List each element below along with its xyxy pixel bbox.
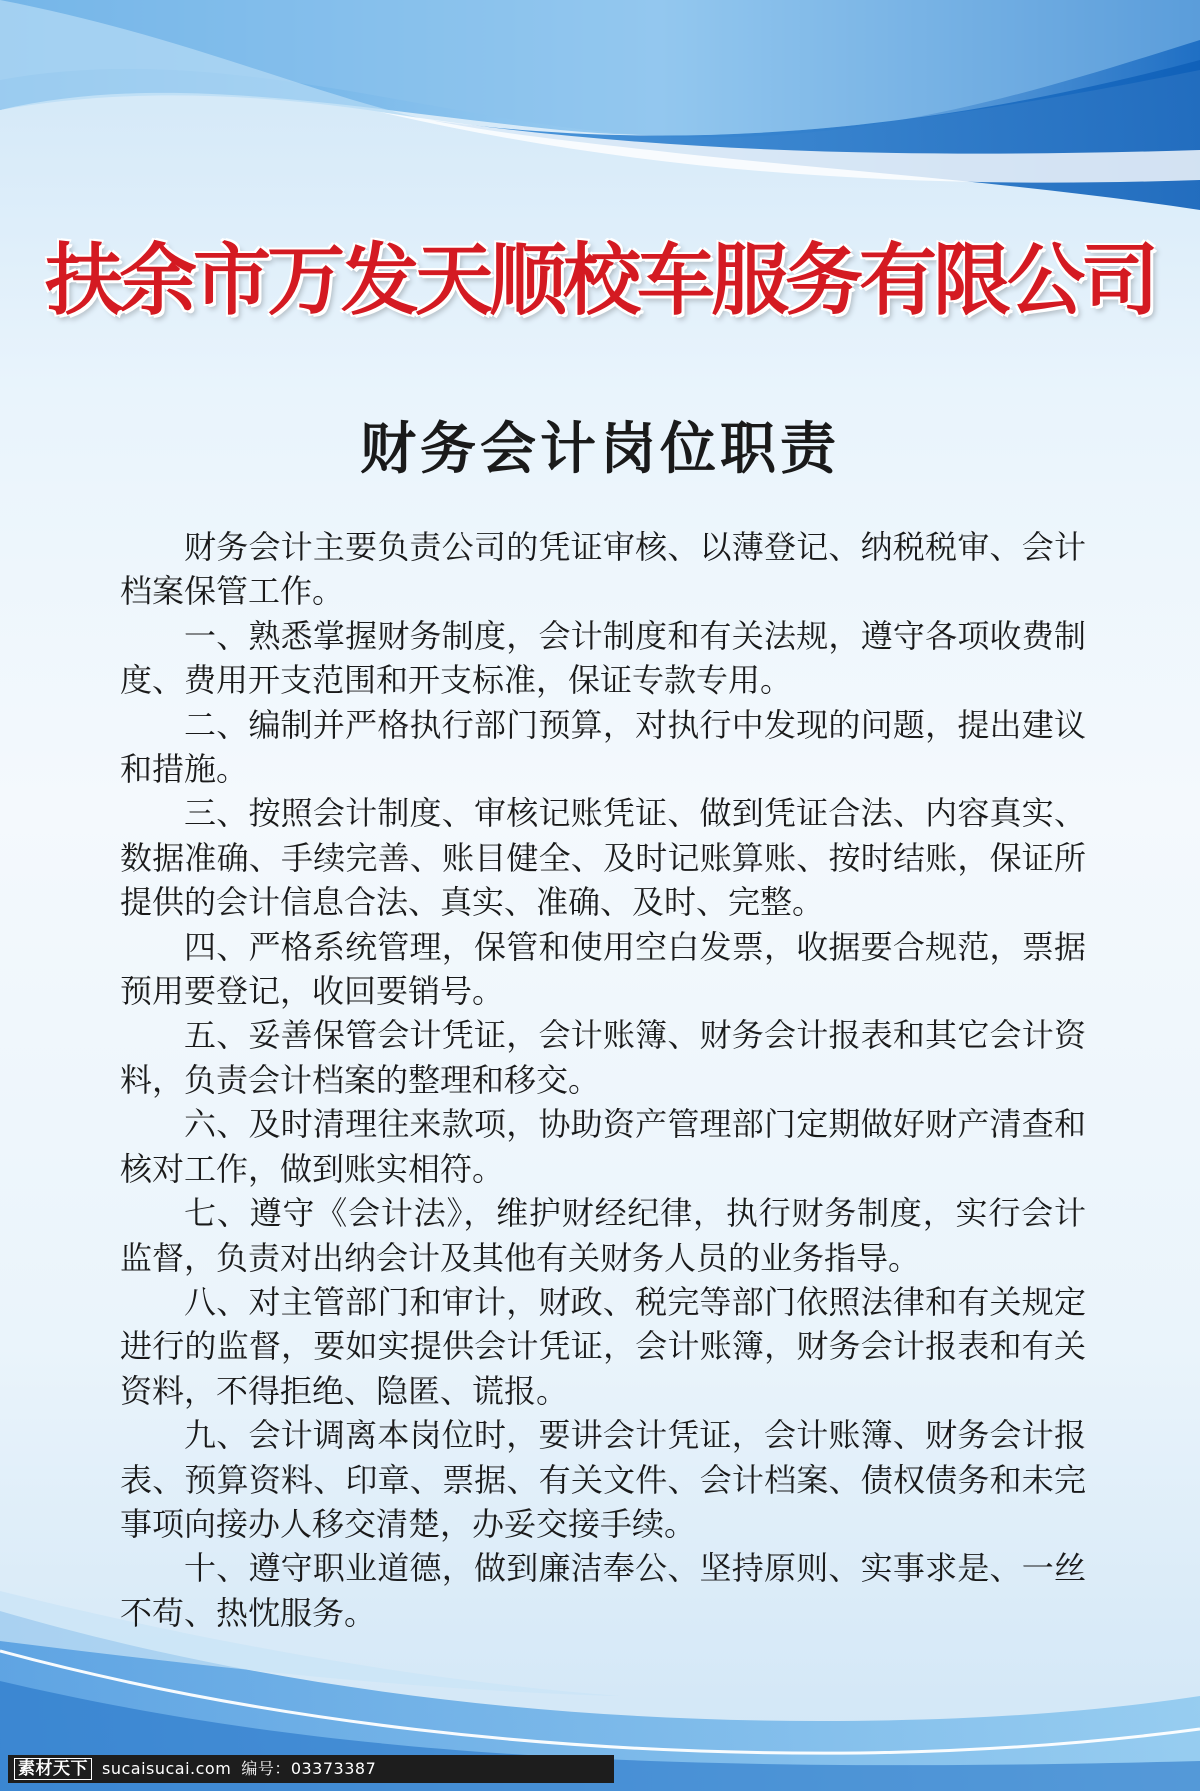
paragraph-intro: 财务会计主要负责公司的凭证审核、以薄登记、纳税税审、会计档案保管工作。 (120, 528, 1086, 611)
paragraph-duty-7: 七、遵守《会计法》，维护财经纪律，执行财务制度，实行会计监督，负责对出纳会计及其他有关财务人员的业务指导。 (120, 1194, 1086, 1277)
watermark-site: sucaisucai.com (102, 1759, 232, 1778)
paragraph-duty-10: 十、遵守职业道德，做到廉洁奉公、坚持原则、实事求是、一丝不苟、热忱服务。 (120, 1549, 1086, 1632)
paragraph-duty-6: 六、及时清理往来款项，协助资产管理部门定期做好财产清查和核对工作，做到账实相符。 (120, 1105, 1086, 1188)
document-title: 财务会计岗位职责 (360, 417, 840, 482)
paragraph-duty-8: 八、对主管部门和审计，财政、税完等部门依照法律和有关规定进行的监督，要如实提供会计凭证，会计账簿，财务会计报表和有关资料，不得拒绝、隐匿、谎报。 (120, 1282, 1086, 1410)
paragraph-duty-2: 二、编制并严格执行部门预算，对执行中发现的问题，提出建议和措施。 (120, 705, 1086, 789)
paragraph-duty-1: 一、熟悉掌握财务制度，会计制度和有关法规，遵守各项收费制度、费用开支范围和开支标准，保证专款专用。 (120, 616, 1086, 700)
paragraph-duty-9: 九、会计调离本岗位时，要讲会计凭证，会计账簿、财务会计报表、预算资料、印章、票据、有关文件、会计档案、债权债务和未完事项向接办人移交清楚，办妥交接手续。 (120, 1416, 1086, 1543)
paragraph-duty-4: 四、严格系统管理，保管和使用空白发票，收据要合规范，票据预用要登记，收回要销号。 (120, 927, 1086, 1011)
watermark-logo: 素材天下 (14, 1758, 92, 1780)
company-name-heading: 扶余市万发天顺校车服务有限公司 (44, 236, 1155, 326)
watermark-id: 编号：03373387 (241, 1759, 377, 1778)
paragraph-duty-5: 五、妥善保管会计凭证，会计账簿、财务会计报表和其它会计资料，负责会计档案的整理和移交。 (120, 1016, 1086, 1099)
watermark-bar (8, 1755, 614, 1783)
paragraph-duty-3: 三、按照会计制度、审核记账凭证、做到凭证合法、内容真实、数据准确、手续完善、账目健全、及时记账算账、按时结账，保证所提供的会计信息合法、真实、准确、及时、完整。 (120, 794, 1086, 922)
duties-body (120, 525, 1086, 1635)
